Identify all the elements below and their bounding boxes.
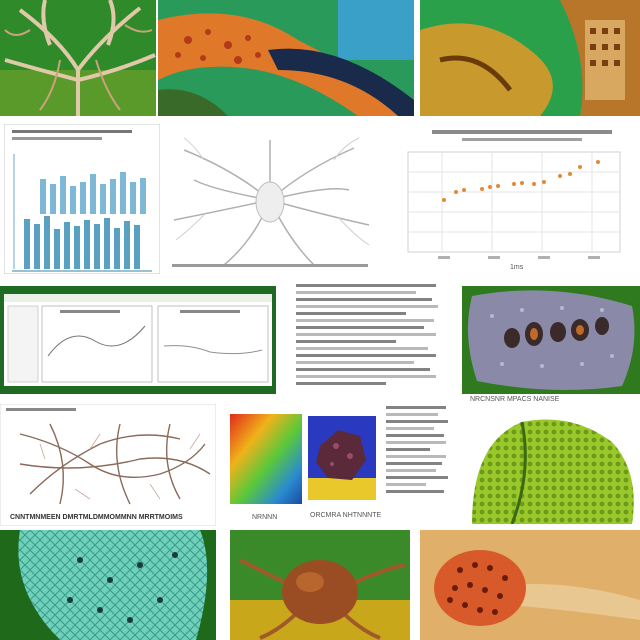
dendrite-image (164, 130, 376, 272)
network-diagram-image (0, 404, 216, 526)
scatter-plot-panel (392, 126, 640, 274)
porous-specimen-photo (462, 286, 640, 394)
brown-cell-image (230, 530, 410, 640)
golden-structure-image (420, 0, 640, 116)
green-textured-leaf-photo (462, 412, 640, 524)
orange-branch-photo (158, 0, 414, 116)
text-column (290, 280, 444, 394)
rainbow-gradient-image (230, 414, 302, 504)
mineral-specimen-photo (308, 416, 376, 500)
screenshot-panel (0, 286, 276, 394)
bar-chart-image (4, 124, 160, 274)
white-dendrite-illustration (164, 130, 376, 272)
small-text-column (384, 402, 454, 512)
rainbow-gradient-photo (230, 414, 302, 504)
software-screenshot-image (0, 286, 276, 394)
vein-network-image (0, 0, 156, 116)
porous-specimen-image (462, 286, 640, 394)
teal-mesh-photo (0, 530, 216, 640)
mineral-caption: ORCMRA NHTNNNTE (310, 512, 382, 519)
brown-cell-photo (230, 530, 410, 640)
scatter-plot-image (392, 126, 640, 274)
green-panel-caption: NRCNSNR MPACS NANISE (470, 396, 560, 403)
orange-spotted-cell-image (420, 530, 640, 640)
scatter-x-label: 1ms (510, 264, 524, 271)
orange-branch-image (158, 0, 414, 116)
mineral-specimen-image (308, 416, 376, 500)
rainbow-caption: NRNNN (252, 514, 278, 521)
veins-green-photo (0, 0, 156, 116)
golden-structure-photo (420, 0, 640, 116)
orange-spotted-cell-photo (420, 530, 640, 640)
network-caption: CNNTMNMEEN DMRTMLDMMOMMNN MRRTMOIMS (10, 514, 183, 521)
green-textured-leaf-image (462, 412, 640, 524)
teal-mesh-image (0, 530, 216, 640)
network-diagram (0, 404, 216, 526)
bar-chart-panel (4, 124, 160, 274)
